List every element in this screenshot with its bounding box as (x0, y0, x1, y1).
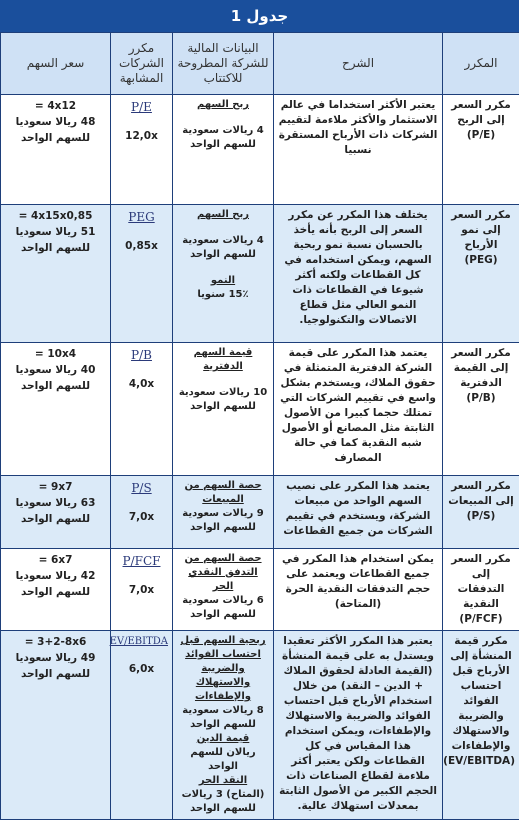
fin-heading: قيمة السهم الدفترية (177, 346, 269, 374)
price-value: 48 ريالا سعوديا للسهم الواحد (5, 114, 106, 146)
table-title: جدول 1 (0, 0, 519, 32)
multiple-explanation: يمكن استخدام هذا المكرر في جميع القطاعات ويعتمد على حجم التدفقات النقدية الحرة (المتاحة) (274, 549, 443, 631)
financials-cell (173, 631, 274, 820)
fin-value: 9 ريالات سعودية للسهم الواحد (177, 507, 269, 535)
multiple-name: مكرر السعر إلى القيمة الدفترية (P/B) (443, 343, 519, 476)
table-row-ps (1, 476, 519, 549)
price-formula: = 4x12 (5, 98, 106, 114)
multiple-symbol: P/S (115, 481, 168, 495)
multiple-symbol: P/B (115, 348, 168, 362)
fin-value: 8 ريالات سعودية للسهم الواحد (177, 704, 269, 732)
fin-value: 4 ريالات سعودية للسهم الواحد (177, 234, 269, 262)
header-share-price: سعر السهم (1, 33, 111, 95)
multiple-explanation: يعتبر هذا المكرر الأكثر تعقيدا ويستدل به على قيمة المنشأة (القيمة العادلة لحقوق الملاك + الدين – النقد) من خلال استخدام الأرباح قبل احتساب الفوائد والضريبة والاستهلاك والإطفاءات، ويمكن استخدام هذا المقياس في كل القطاعات ولكن يعتبر أكثر ملاءمة لقطاع الصناعات ذات الحجم الكبير من الأصول الثابتة بمعدلات استهلاك عالية. (274, 631, 443, 820)
share-price-cell (1, 343, 111, 476)
fin-heading: حصة السهم من المبيعات (177, 479, 269, 507)
multiple-symbol: EV/EBITDA (115, 636, 168, 647)
peer-multiple-cell (111, 631, 173, 820)
peer-multiple-cell (111, 205, 173, 343)
financials-cell (173, 343, 274, 476)
multiple-symbol: P/FCF (115, 554, 168, 568)
price-formula: = 4x15x0,85 (5, 208, 106, 224)
multiple-symbol: P/E (115, 100, 168, 114)
share-price-cell (1, 205, 111, 343)
multiple-name: مكرر السعر إلى التدفقات النقدية (P/FCF) (443, 549, 519, 631)
fin-heading: ربح السهم (177, 208, 269, 222)
fin-heading-growth: النمو (177, 274, 269, 288)
price-value: 51 ريالا سعوديا للسهم الواحد (5, 224, 106, 256)
multiple-explanation: يعتمد هذا المكرر على قيمة الشركة الدفترية المتمثلة في حقوق الملاك، ويستخدم بشكل واسع في تقييم الشركات التي تمتلك حجما كبيرا من الأصول الثابتة مثل المصانع أو الأصول شبه النقدية كما في حالة المصارف (274, 343, 443, 476)
table-row-peg (1, 205, 519, 343)
header-peer-multiple: مكرر الشركات المشابهة (111, 33, 173, 95)
fin-value-growth: 15٪ سنويا (177, 288, 269, 302)
share-price-cell (1, 549, 111, 631)
fin-value: 4 ريالات سعودية للسهم الواحد (177, 124, 269, 152)
header-explanation: الشرح (274, 33, 443, 95)
peer-value: 7,0x (115, 584, 168, 596)
peer-value: 4,0x (115, 378, 168, 390)
fin-value: 10 ريالات سعودية للسهم الواحد (177, 386, 269, 414)
table-row-pb (1, 343, 519, 476)
peer-multiple-cell (111, 343, 173, 476)
price-formula: = 9x7 (5, 479, 106, 495)
peer-value: 0,85x (115, 240, 168, 252)
price-value: 63 ريالا سعوديا للسهم الواحد (5, 495, 106, 527)
multiple-explanation: يختلف هذا المكرر عن مكرر السعر إلى الربح بأنه يأخذ بالحسبان نسبة نمو ربحية السهم، ويمكن استخدامه في كل القطاعات ولكنه أكثر شيوعا في القطاعات ذات النمو العالي مثل قطاع الاتصالات والتكنولوجيا. (274, 205, 443, 343)
table-row-pfcf (1, 549, 519, 631)
price-formula: = 10x4 (5, 346, 106, 362)
share-price-cell (1, 476, 111, 549)
multiple-name: مكرر السعر إلى المبيعات (P/S) (443, 476, 519, 549)
multiple-name: مكرر السعر إلى الربح (P/E) (443, 95, 519, 205)
fin-heading: حصة السهم من التدفق النقدي الحر (177, 552, 269, 594)
peer-multiple-cell (111, 549, 173, 631)
multiple-name: مكرر قيمة المنشأة إلى الأرباح قبل احتساب الفوائد والضريبة والاستهلاك والإطفاءات (EV/EBITDA) (443, 631, 519, 820)
multiple-explanation: يعتبر الأكثر استخداما في عالم الاستثمار والأكثر ملاءمة لتقييم الشركات ذات الأرباح المستقرة نسبيا (274, 95, 443, 205)
fin-heading: ربحية السهم قبل احتساب الفوائد والضريبة والاستهلاك والإطفاءات (177, 634, 269, 704)
price-formula: = 6x7 (5, 552, 106, 568)
financials-cell (173, 205, 274, 343)
header-multiple: المكرر (443, 33, 519, 95)
fin-heading-debt: قيمة الدين (177, 732, 269, 746)
financials-cell (173, 549, 274, 631)
price-value: 40 ريالا سعوديا للسهم الواحد (5, 362, 106, 394)
financials-cell (173, 95, 274, 205)
header-financials: البيانات المالية للشركة المطروحة للاكتتاب (173, 33, 274, 95)
price-formula: = 3+2-8x6 (5, 634, 106, 650)
multiple-symbol: PEG (115, 210, 168, 224)
price-value: 42 ريالا سعوديا للسهم الواحد (5, 568, 106, 600)
peer-multiple-cell (111, 476, 173, 549)
peer-value: 7,0x (115, 511, 168, 523)
share-price-cell (1, 631, 111, 820)
valuation-multiples-table (0, 32, 519, 820)
fin-value-cash: (المتاح) 3 ريالات للسهم الواحد (177, 788, 269, 816)
peer-multiple-cell (111, 95, 173, 205)
financials-cell (173, 476, 274, 549)
multiple-explanation: يعتمد هذا المكرر على نصيب السهم الواحد من مبيعات الشركة، ويستخدم في تقييم الشركات من جميع القطاعات (274, 476, 443, 549)
fin-value: 6 ريالات سعودية للسهم الواحد (177, 594, 269, 622)
multiple-name: مكرر السعر إلى نمو الأرباح (PEG) (443, 205, 519, 343)
table-row-pe (1, 95, 519, 205)
table-row-ev-ebitda (1, 631, 519, 820)
peer-value: 12,0x (115, 130, 168, 142)
fin-heading-cash: النقد الحر (177, 774, 269, 788)
fin-heading: ربح السهم (177, 98, 269, 112)
peer-value: 6,0x (115, 663, 168, 675)
share-price-cell (1, 95, 111, 205)
price-value: 49 ريالا سعوديا للسهم الواحد (5, 650, 106, 682)
fin-value-debt: ريالان للسهم الواحد (177, 746, 269, 774)
